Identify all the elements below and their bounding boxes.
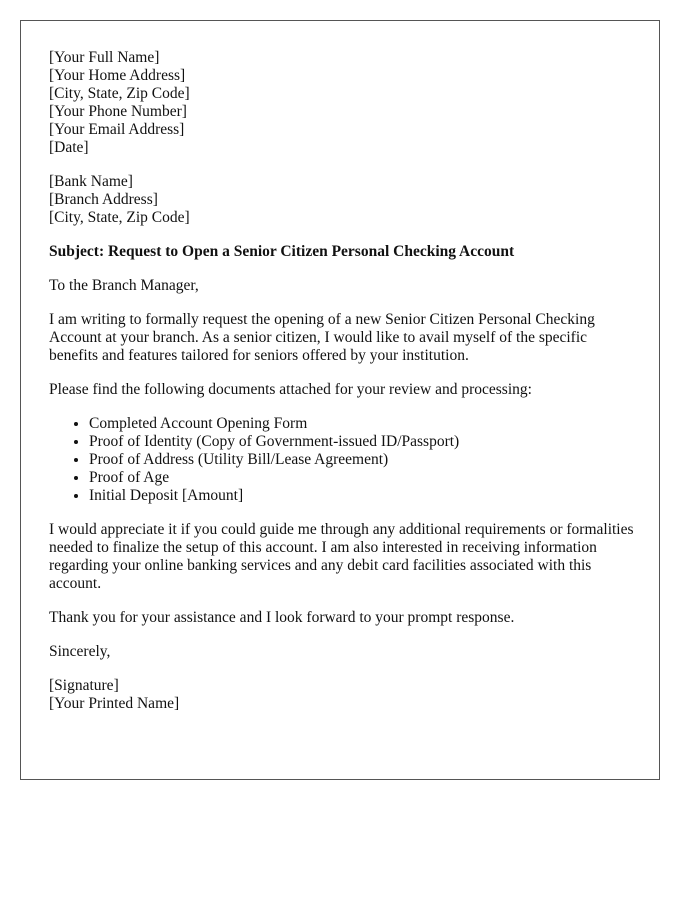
body-paragraph-2: Please find the following documents attached for your review and processing: (49, 381, 532, 398)
signature-block (49, 677, 639, 713)
printed-name: [Your Printed Name] (49, 695, 180, 712)
sender-email: [Your Email Address] (49, 121, 185, 138)
subject-line: Subject: Request to Open a Senior Citizen Personal Checking Account (49, 243, 515, 260)
list-item: • Proof of Age (89, 469, 639, 487)
body-paragraph-3: I would appreciate it if you could guide me through any additional requirements or formalities needed to finalize the setup of this account. I am also interested in receiving information regarding your online banking services and any debit card facilities associated with this account. (49, 521, 634, 592)
body-paragraph-1: I am writing to formally request the opening of a new Senior Citizen Personal Checking Account at your branch. As a senior citizen, I would like to avail myself of the specific benefits and features tailored for seniors offered by your institution. (49, 311, 595, 364)
body-paragraph-4: Thank you for your assistance and I look forward to your prompt response. (49, 609, 515, 626)
letter-page (20, 20, 660, 780)
salutation: To the Branch Manager, (49, 277, 199, 294)
sender-name: [Your Full Name] (49, 49, 160, 66)
recipient-city-state-zip: [City, State, Zip Code] (49, 209, 190, 226)
sender-block (49, 49, 639, 157)
sender-phone: [Your Phone Number] (49, 103, 187, 120)
list-item: • Proof of Identity (Copy of Government-issued ID/Passport) (89, 433, 639, 451)
documents-list (49, 415, 639, 505)
recipient-branch-address: [Branch Address] (49, 191, 158, 208)
recipient-block (49, 173, 639, 227)
recipient-bank-name: [Bank Name] (49, 173, 133, 190)
sender-address: [Your Home Address] (49, 67, 186, 84)
list-item: • Initial Deposit [Amount] (89, 487, 639, 505)
letter-content (49, 49, 639, 713)
letter-date: [Date] (49, 139, 89, 156)
list-item: • Proof of Address (Utility Bill/Lease Agreement) (89, 451, 639, 469)
sender-city-state-zip: [City, State, Zip Code] (49, 85, 190, 102)
closing: Sincerely, (49, 643, 111, 660)
list-item: • Completed Account Opening Form (89, 415, 639, 433)
signature-placeholder: [Signature] (49, 677, 119, 694)
